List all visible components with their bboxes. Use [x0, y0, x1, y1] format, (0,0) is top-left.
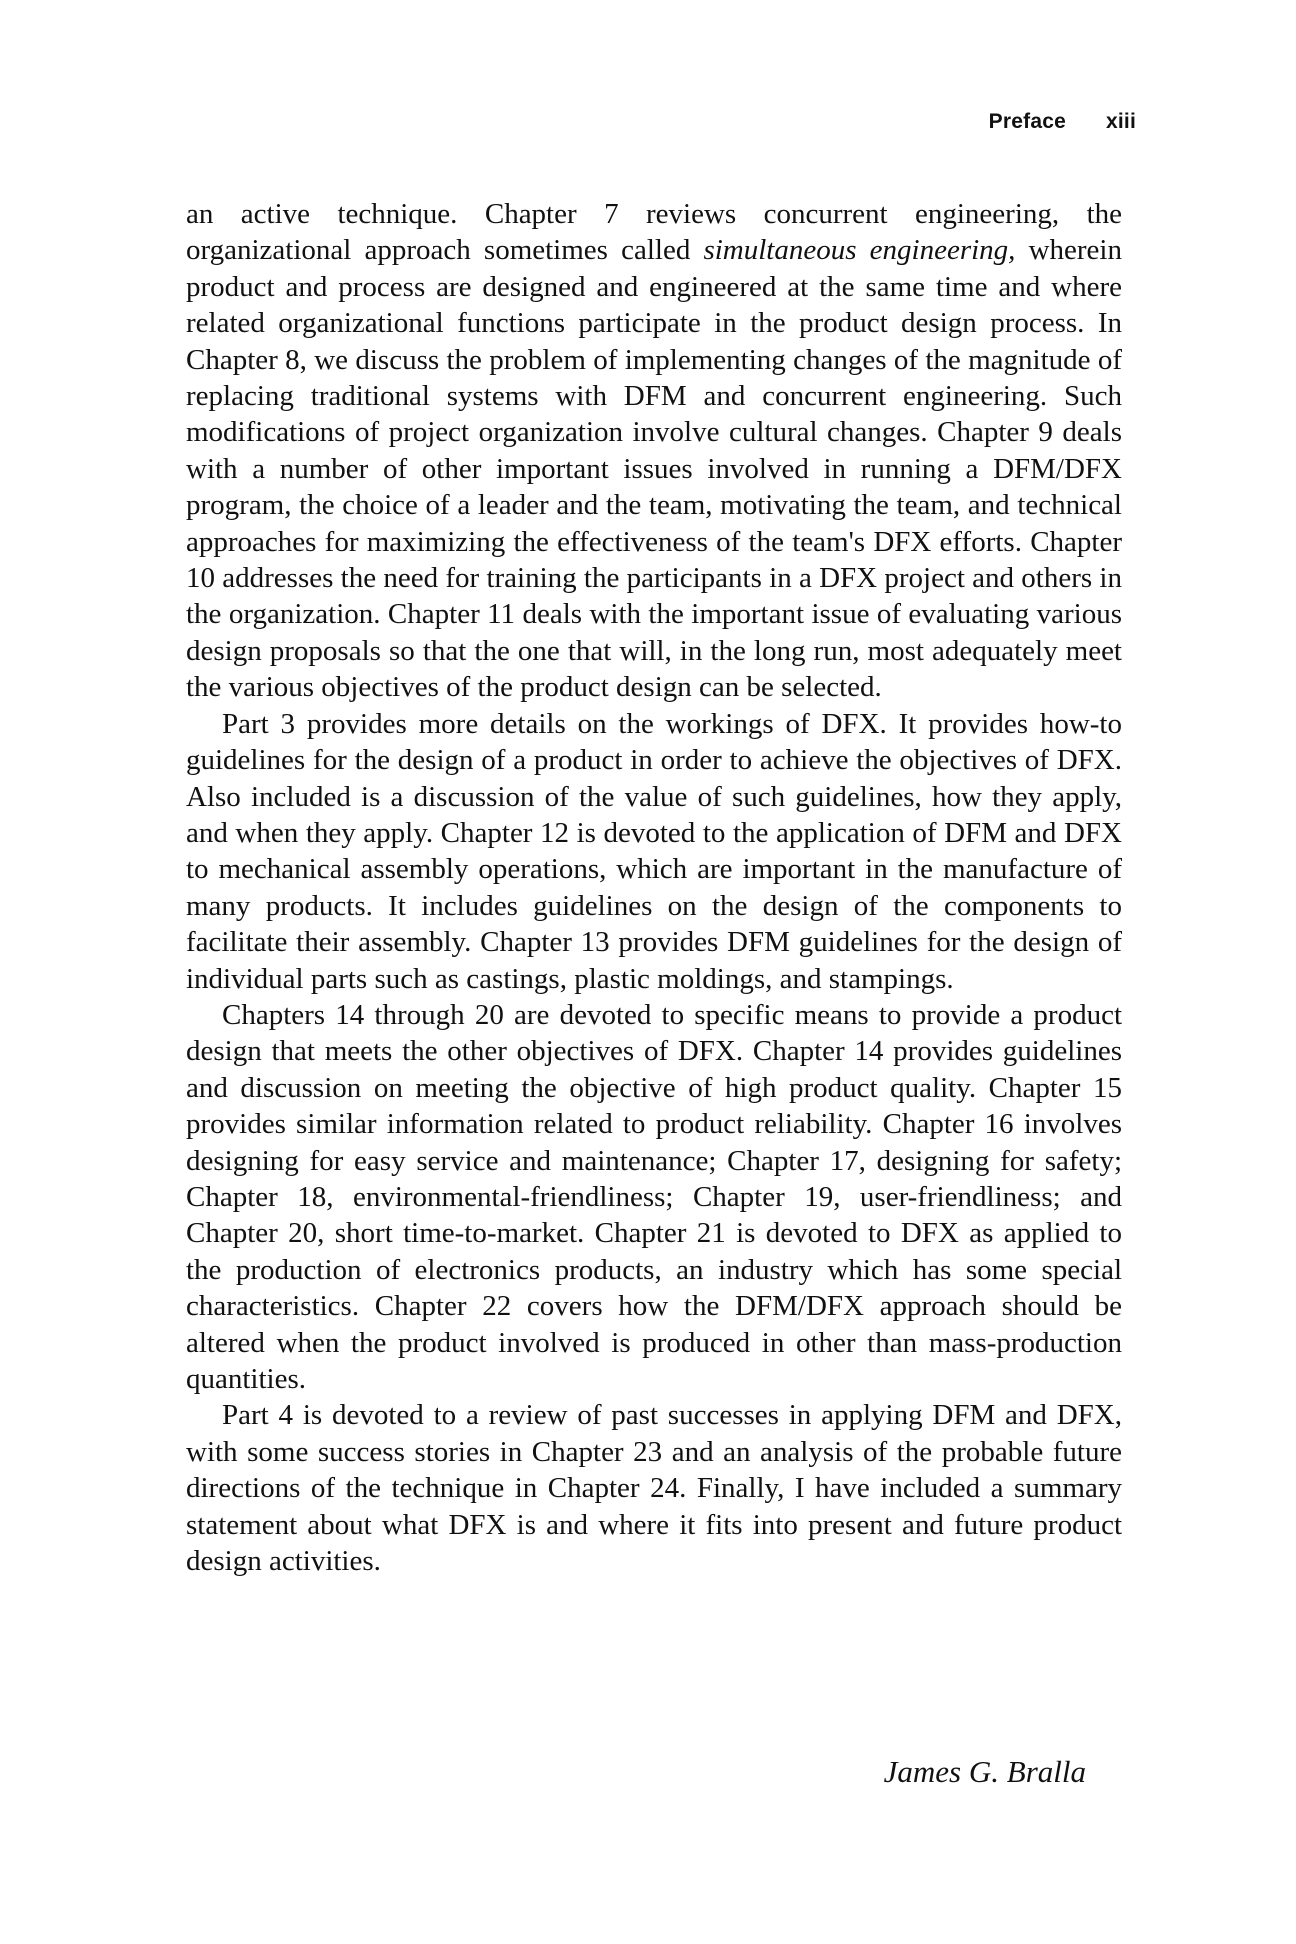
- paragraph-1-rest: wherein product and process are designed and engineered at the same time and where related organizational functions participate in the product design process. In Chapter 8, we discuss the problem of implementing changes of the magnitude of replacing traditional systems with DFM and concurrent engineering. Such modifications of project organization involve cultural changes. Chapter 9 deals with a number of other important issues involved in running a DFM/DFX program, the choice of a leader and the team, motivating the team, and technical approaches for maximizing the effectiveness of the team's DFX efforts. Chapter 10 addresses the need for training the participants in a DFX project and others in the organization. Chapter 11 deals with the important issue of evaluating various design proposals so that the one that will, in the long run, most adequately meet the various objectives of the product design can be selected.: [186, 234, 1122, 704]
- emphasized-term: simultaneous engineering,: [703, 234, 1016, 267]
- paragraph-2: Part 3 provides more details on the workings of DFX. It provides how-to guidelines for the design of a product in order to achieve the objectives of DFX. Also included is a discussion of the value of such guidelines, how they apply, and when they apply. Chapter 12 is devoted to the application of DFM and DFX to mechanical assembly operations, which are important in the manufacture of many products. It includes guidelines on the design of the components to facilitate their assembly. Chapter 13 provides DFM guidelines for the design of individual parts such as castings, plastic moldings, and stampings.: [186, 707, 1122, 995]
- body-text: [186, 196, 1122, 1579]
- paragraph-4: Part 4 is devoted to a review of past successes in applying DFM and DFX, with some success stories in Chapter 23 and an analysis of the probable future directions of the technique in Chapter 24. Finally, I have included a summary statement about what DFX is and where it fits into present and future product design activities.: [186, 1399, 1122, 1578]
- paragraph-3: Chapters 14 through 20 are devoted to specific means to provide a product design that meets the other objectives of DFX. Chapter 14 provides guidelines and discussion on meeting the objective of high product quality. Chapter 15 provides similar information related to product reliability. Chapter 16 involves designing for easy service and maintenance; Chapter 17, designing for safety; Chapter 18, environmental-friendliness; Chapter 19, user-friendliness; and Chapter 20, short time-to-market. Chapter 21 is devoted to DFX as applied to the production of electronics products, an industry which has some special characteristics. Chapter 22 covers how the DFM/DFX approach should be altered when the product involved is produced in other than mass-production quantities.: [186, 998, 1122, 1395]
- author-signature: James G. Bralla: [883, 1754, 1086, 1789]
- paragraph-1-lead: an active technique. Chapter 7 reviews concurrent engineering, the organizational approach sometimes called: [186, 198, 1122, 267]
- section-title: Preface: [988, 110, 1066, 133]
- running-head: [989, 110, 1136, 134]
- page-number: xiii: [1106, 110, 1136, 133]
- paragraph-1: [186, 196, 1122, 706]
